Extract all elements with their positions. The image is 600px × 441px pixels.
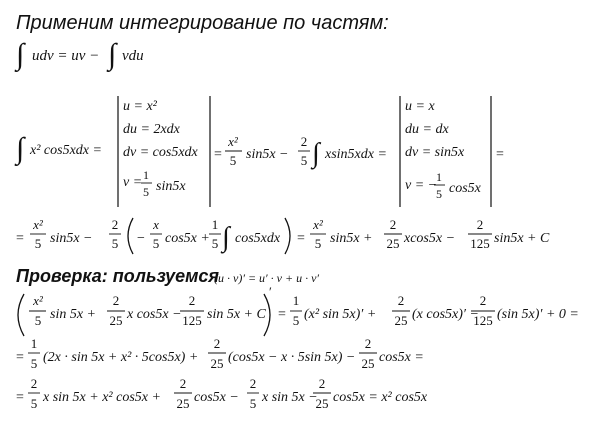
sub2-row4-post: cos5x — [449, 181, 481, 196]
frac-den: 5 — [314, 236, 322, 251]
equals: = — [16, 390, 24, 405]
term: sin 5x + — [50, 307, 96, 322]
heading: Применим интегрирование по частям: — [16, 12, 389, 34]
integrand: x² cos5xdx = — [30, 143, 102, 158]
equals: = — [214, 147, 222, 162]
frac-num: 2 — [364, 336, 372, 351]
term: xsin5xdx = — [325, 147, 387, 162]
term: cos5x = x² cos5x — [333, 390, 428, 405]
frac-den: 125 — [470, 236, 490, 251]
frac-num: 2 — [179, 376, 187, 391]
term: cos5x − — [194, 390, 239, 405]
frac-num: 1 — [30, 336, 38, 351]
term: x sin 5x + x² cos5x + — [43, 390, 161, 405]
substitution-block-2 — [400, 96, 491, 207]
frac-num: 2 — [300, 134, 308, 149]
frac-den: 125 — [473, 313, 493, 328]
line-3 — [16, 217, 550, 254]
integral-sign: ∫ — [16, 38, 25, 71]
frac-num: x — [153, 217, 159, 232]
frac-den: 5 — [34, 313, 42, 328]
frac-num: 2 — [188, 293, 196, 308]
frac-den: 25 — [176, 396, 190, 411]
frac-num: x² — [313, 217, 323, 232]
check-label: Проверка: пользуемся — [16, 266, 220, 286]
frac-num: 2 — [30, 376, 38, 391]
equals: = — [496, 147, 504, 162]
sub2-row4: v = − — [405, 178, 438, 193]
paren-open — [128, 218, 133, 254]
line-2 — [14, 96, 504, 207]
integral-sign: ∫ — [222, 222, 230, 253]
term: (2x · sin 5x + x² · 5cos5x) + — [43, 350, 199, 365]
term: (x² sin 5x)′ + — [304, 307, 377, 322]
sub1-row1: u = x² — [123, 99, 157, 114]
frac-den: 25 — [315, 396, 329, 411]
integral-sign: ∫ — [312, 138, 320, 169]
frac-num: 2 — [111, 217, 119, 232]
frac-num: 1 — [211, 217, 219, 232]
term: (cos5x − x · 5sin 5x) − — [228, 350, 356, 365]
sub1-row3: dv = cos5xdx — [123, 145, 198, 160]
frac-num: 2 — [397, 293, 405, 308]
frac-den: 25 — [394, 313, 408, 328]
frac-den: 5 — [292, 313, 300, 328]
frac-num: 1 — [143, 168, 149, 182]
frac-den: 5 — [152, 236, 160, 251]
check-formula: (u · v)′ = u′ · v + u · v′ — [214, 271, 320, 285]
sub1-row4-post: sin5x — [156, 179, 186, 194]
frac-num: x² — [228, 134, 238, 149]
frac-den: 25 — [361, 356, 375, 371]
frac-num: x² — [33, 293, 43, 308]
parts-lhs: udv = uv − — [32, 48, 100, 64]
line-5 — [18, 284, 579, 336]
line-7 — [16, 376, 428, 411]
term: sin5x − — [50, 231, 93, 246]
frac-num: 2 — [112, 293, 120, 308]
frac-num: 1 — [292, 293, 300, 308]
frac-num: 2 — [389, 217, 397, 232]
term: sin5x + C — [494, 231, 550, 246]
frac-den: 5 — [143, 185, 149, 199]
term: x sin 5x − — [262, 390, 318, 405]
parts-formula — [14, 38, 144, 73]
frac-den: 5 — [436, 187, 442, 201]
frac-den: 5 — [111, 236, 119, 251]
sub2-row2: du = dx — [405, 122, 449, 137]
frac-den: 5 — [34, 236, 42, 251]
term: sin 5x + C — [207, 307, 266, 322]
check-line — [16, 266, 319, 286]
term: sin5x + — [330, 231, 373, 246]
term: (sin 5x)′ + 0 = — [497, 307, 579, 322]
substitution-block-1 — [118, 96, 210, 207]
equals: = — [297, 231, 305, 246]
term: cos5x = — [379, 350, 424, 365]
frac-den: 25 — [386, 236, 400, 251]
sub1-row4: v = — [123, 175, 143, 190]
frac-den: 25 — [109, 313, 123, 328]
frac-num: 2 — [249, 376, 257, 391]
prime: ′ — [269, 284, 272, 299]
frac-den: 5 — [211, 236, 219, 251]
equals: = — [16, 350, 24, 365]
frac-den: 125 — [182, 313, 202, 328]
frac-den: 5 — [249, 396, 257, 411]
parts-rhs: vdu — [122, 48, 144, 64]
line-6 — [16, 336, 424, 371]
frac-num: 1 — [436, 170, 442, 184]
minus: − — [137, 231, 145, 246]
frac-num: 2 — [213, 336, 221, 351]
frac-num: 2 — [476, 217, 484, 232]
integral-sign: ∫ — [16, 132, 25, 165]
term: cos5xdx — [235, 231, 281, 246]
term: (x cos5x)′ − — [412, 307, 479, 322]
sub2-row3: dv = sin5x — [405, 145, 465, 160]
frac-den: 5 — [229, 153, 237, 168]
term: cos5x + — [165, 231, 210, 246]
frac-num: x² — [33, 217, 43, 232]
frac-den: 25 — [210, 356, 224, 371]
equals: = — [16, 231, 24, 246]
term: xcos5x − — [404, 231, 456, 246]
frac-num: 2 — [479, 293, 487, 308]
sub2-row1: u = x — [405, 99, 435, 114]
frac-num: 2 — [318, 376, 326, 391]
frac-den: 5 — [300, 153, 308, 168]
integral-sign: ∫ — [108, 38, 117, 71]
paren-open — [18, 294, 24, 336]
sub1-row2: du = 2xdx — [123, 122, 180, 137]
frac-den: 5 — [30, 396, 38, 411]
paren-close — [285, 218, 290, 254]
equals: = — [278, 307, 286, 322]
term: sin5x − — [246, 147, 289, 162]
term: x cos5x − — [127, 307, 182, 322]
frac-den: 5 — [30, 356, 38, 371]
